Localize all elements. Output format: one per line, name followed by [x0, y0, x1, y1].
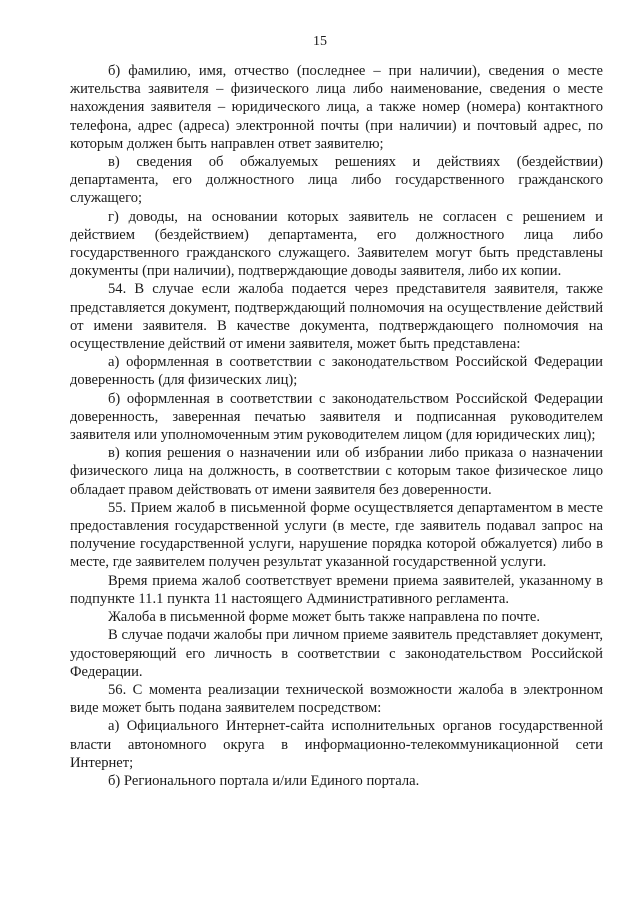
- paragraph-54-representative: 54. В случае если жалоба подается через представителя заявителя, также представляется документ, подтверждающий полномочия на осуществление действий от имени заявителя. В качестве документа, подтверждающего полномочия на осуществление действий от имени заявителя, может быть представлена:: [70, 281, 603, 353]
- paragraph-by-mail: Жалоба в письменной форме может быть также направлена по почте.: [108, 609, 541, 626]
- paragraph-reception-time: Время приема жалоб соответствует времени приема заявителей, указанному в подпункте 11.1 пункта 11 настоящего Административного регламента.: [70, 572, 603, 607]
- paragraph-56a-official-site: а) Официального Интернет-сайта исполнительных органов государственной власти автономного округа в информационно-телекоммуникационной сети Интернет;: [70, 718, 603, 771]
- paragraph-56b-portals: б) Регионального портала и/или Единого портала.: [108, 772, 420, 789]
- paragraph-54v-appointment-copy: в) копия решения о назначении или об избрании либо приказа о назначении физического лица на должность, в соответствии с которым такое физическое лицо обладает правом действовать от имени заявителя без доверенности.: [70, 445, 603, 498]
- paragraph-g-arguments: г) доводы, на основании которых заявитель не согласен с решением и действием (бездействием) департамента, его должностного лица либо государственного гражданского служащего. Заявителем могут быть представлены документы (при наличии), подтверждающие доводы заявителя, либо их копии.: [70, 208, 603, 280]
- paragraph-56-electronic: 56. С момента реализации технической возможности жалоба в электронном виде может быть подана заявителем посредством:: [70, 681, 603, 717]
- paragraph-personal-reception: В случае подачи жалобы при личном приеме заявитель представляет документ, удостоверяющий его личность в соответствии с законодательством Российской Федерации.: [70, 627, 603, 680]
- paragraph-b-applicant-details: б) фамилию, имя, отчество (последнее – при наличии), сведения о месте жительства заявителя – физического лица либо наименование, сведения о месте нахождения заявителя – юридического лица, а также номер (номера) контактного телефона, адрес (адреса) электронной почты (при наличии) и почтовый адрес, по которым должен быть направлен ответ заявителю;: [70, 63, 603, 152]
- paragraph-v-appealed-decisions: в) сведения об обжалуемых решениях и действиях (бездействии) департамента, его должностного лица либо государственного гражданского служащего;: [70, 154, 603, 207]
- paragraph-54a-individuals: а) оформленная в соответствии с законодательством Российской Федерации доверенность (для физических лиц);: [70, 354, 603, 389]
- paragraph-54b-legal-entities: б) оформленная в соответствии с законодательством Российской Федерации доверенность, заверенная печатью заявителя и подписанная руководителем заявителя или уполномоченным этим руководителем лицом (для юридических лиц);: [70, 390, 603, 444]
- page-number: 15: [313, 34, 327, 49]
- paragraph-55-written-complaints: 55. Прием жалоб в письменной форме осуществляется департаментом в месте предоставления государственной услуги (в месте, где заявитель подавал запрос на получение государственной услуги, нарушение порядка которой обжалуется) либо в месте, где заявителем получен результат указанной государственной услуги.: [70, 499, 603, 571]
- document-body: [70, 62, 603, 790]
